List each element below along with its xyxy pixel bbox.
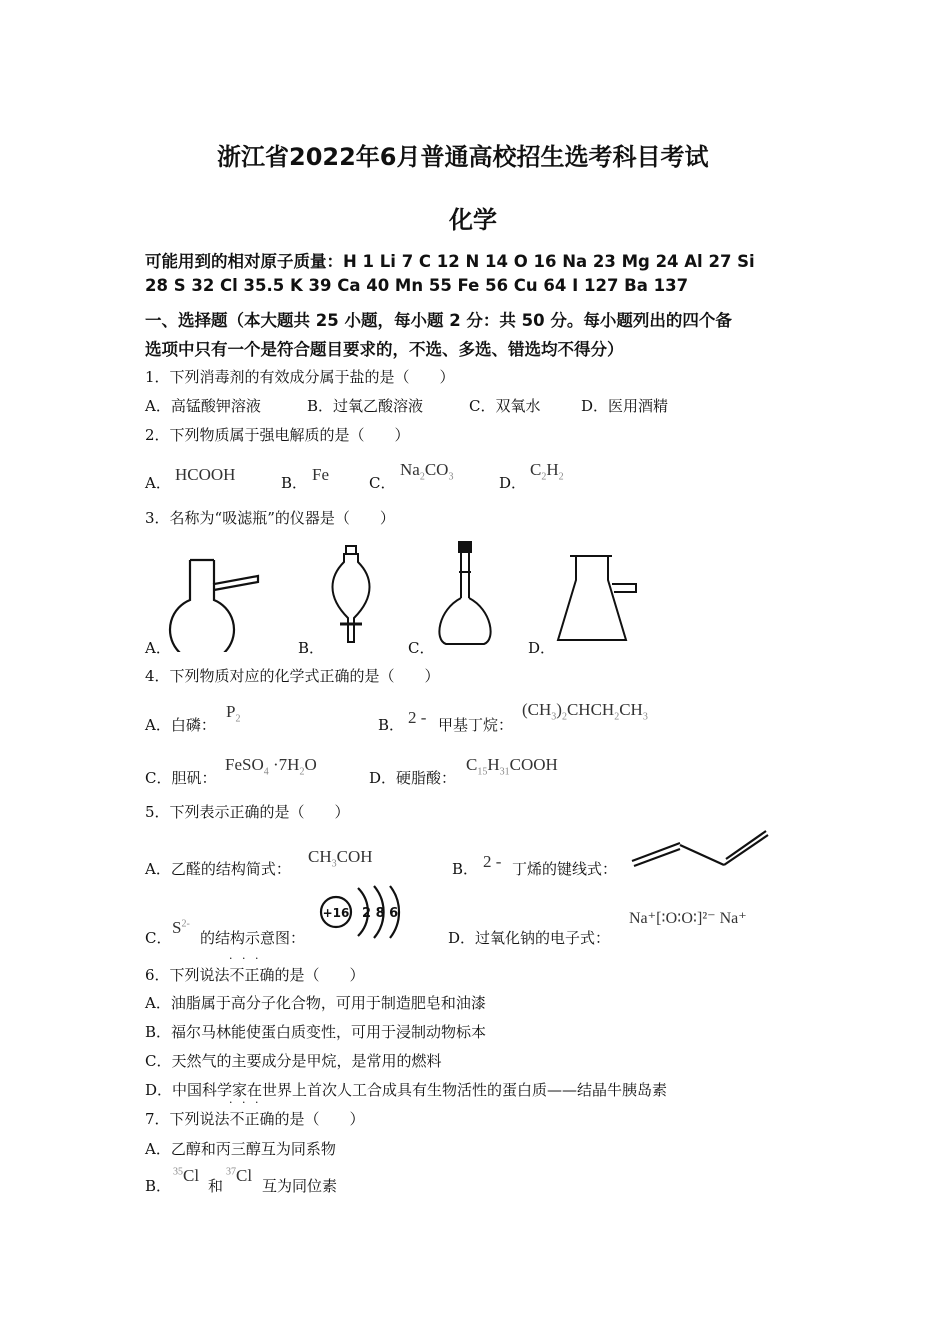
separatory-funnel	[322, 544, 382, 652]
q2-stem: 2．下列物质属于强电解质的是（ ）	[145, 426, 410, 444]
q3-label-c: C．	[408, 639, 435, 657]
q4-formula-d: $C_{15}H_{31}COOH$	[466, 755, 558, 778]
q5-formula-d: Na⁺[∶O∶O∶]²⁻ Na⁺	[629, 910, 747, 927]
round-bottom-flask-side-arm	[168, 552, 268, 652]
q1-option-b: B．过氧乙酸溶液	[307, 397, 424, 415]
q2-label-a: A．	[145, 474, 171, 492]
section-heading-line-1: 一、选择题（本大题共 25 小题，每小题 2 分：共 50 分。每小题列出的四个备	[145, 311, 732, 330]
q1-option-a: A．高锰酸钾溶液	[145, 397, 261, 415]
q7-label-b: B．	[145, 1177, 172, 1195]
q2-label-c: C．	[369, 474, 396, 492]
q4-formula-b: $(CH_3)_2CHCH_2CH_3$	[522, 700, 648, 723]
atomic-mass-line-1: 可能用到的相对原子质量：H 1 Li 7 C 12 N 14 O 16 Na 23 Mg 24 Al 27 Si	[145, 252, 755, 271]
section-heading-line-2: 选项中只有一个是符合题目要求的，不选、多选、错选均不得分）	[145, 340, 624, 359]
q4-formula-a: $P_2$	[226, 702, 241, 725]
q7-and: 和	[208, 1177, 224, 1195]
q7-isotope-1: $^{35}$Cl	[173, 1166, 200, 1185]
q6-option-a: A．油脂属于高分子化合物，可用于制造肥皂和油漆	[145, 994, 486, 1012]
q6-option-d: D．中国科学家在世界上首次人工合成具有生物活性的蛋白质——结晶牛胰岛素	[145, 1081, 668, 1099]
q1-option-c: C．双氧水	[469, 397, 541, 415]
q3-label-d: D．	[528, 639, 556, 657]
q2-formula-a: HCOOH	[175, 465, 236, 484]
volumetric-flask	[432, 540, 502, 652]
q6-emphasis-dots: · · ·	[229, 952, 262, 965]
q5-label-c: C．	[145, 929, 172, 947]
q1-stem: 1．下列消毒剂的有效成分属于盐的是（ ）	[145, 368, 455, 386]
q2-formula-d: $C_2H_2$	[530, 460, 564, 483]
q5-formula-a: $CH_3COH$	[308, 847, 373, 870]
q5-b-number: 2 -	[483, 852, 502, 871]
q4-label-c: C．胆矾：	[145, 769, 217, 787]
sulfide-ion-structure-diagram	[314, 880, 406, 944]
q2-formula-b: Fe	[312, 465, 329, 484]
q2-formula-c: $Na_2CO_3$	[400, 460, 454, 483]
q4-label-a: A．白磷：	[145, 716, 216, 734]
nucleus-charge: +16	[322, 906, 350, 920]
subject-title: 化学	[449, 206, 497, 234]
q7-option-a: A．乙醇和丙三醇互为同系物	[145, 1140, 336, 1158]
q2-label-b: B．	[281, 474, 308, 492]
q5-ion-c: $S^{2-}$	[172, 918, 190, 937]
q4-b-name: 甲基丁烷：	[438, 716, 514, 734]
q4-formula-c: FeSO$_4$ $\cdot 7H_2O$	[225, 755, 317, 778]
q7-stem: 7．下列说法不正确的是（ ）	[145, 1110, 365, 1128]
q5-stem: 5．下列表示正确的是（ ）	[145, 803, 350, 821]
q6-option-b: B．福尔马林能使蛋白质变性，可用于浸制动物标本	[145, 1023, 487, 1041]
q5-c-text: 的结构示意图：	[200, 929, 306, 947]
q6-option-c: C．天然气的主要成分是甲烷，是常用的燃料	[145, 1052, 442, 1070]
q7-emphasis-dots: · · ·	[229, 1096, 262, 1109]
q1-option-d: D．医用酒精	[581, 397, 669, 415]
q4-b-number: 2 -	[408, 708, 427, 727]
q3-stem: 3．名称为“吸滤瓶”的仪器是（ ）	[145, 509, 395, 527]
suction-filter-flask	[550, 548, 646, 652]
electron-shells: 2 8 6	[362, 906, 399, 921]
2-butene-skeletal-formula	[628, 825, 773, 873]
q3-label-b: B．	[298, 639, 325, 657]
q4-label-b: B．	[378, 716, 405, 734]
q5-label-d: D．过氧化钠的电子式：	[448, 929, 611, 947]
q5-b-name: 丁烯的键线式：	[512, 860, 618, 878]
q4-label-d: D．硬脂酸：	[369, 769, 457, 787]
q7-isotope-2: $^{37}$Cl	[226, 1166, 253, 1185]
q6-stem: 6．下列说法不正确的是（ ）	[145, 966, 365, 984]
q5-label-a: A．乙醛的结构简式：	[145, 860, 291, 878]
q5-label-b: B．	[452, 860, 479, 878]
exam-title: 浙江省2022年6月普通高校招生选考科目考试	[217, 143, 709, 171]
q4-stem: 4．下列物质对应的化学式正确的是（ ）	[145, 667, 440, 685]
q2-label-d: D．	[499, 474, 527, 492]
q7-b-text: 互为同位素	[262, 1177, 338, 1195]
atomic-mass-line-2: 28 S 32 Cl 35.5 K 39 Ca 40 Mn 55 Fe 56 Cu 64 I 127 Ba 137	[145, 276, 689, 295]
q3-label-a: A．	[145, 639, 171, 657]
